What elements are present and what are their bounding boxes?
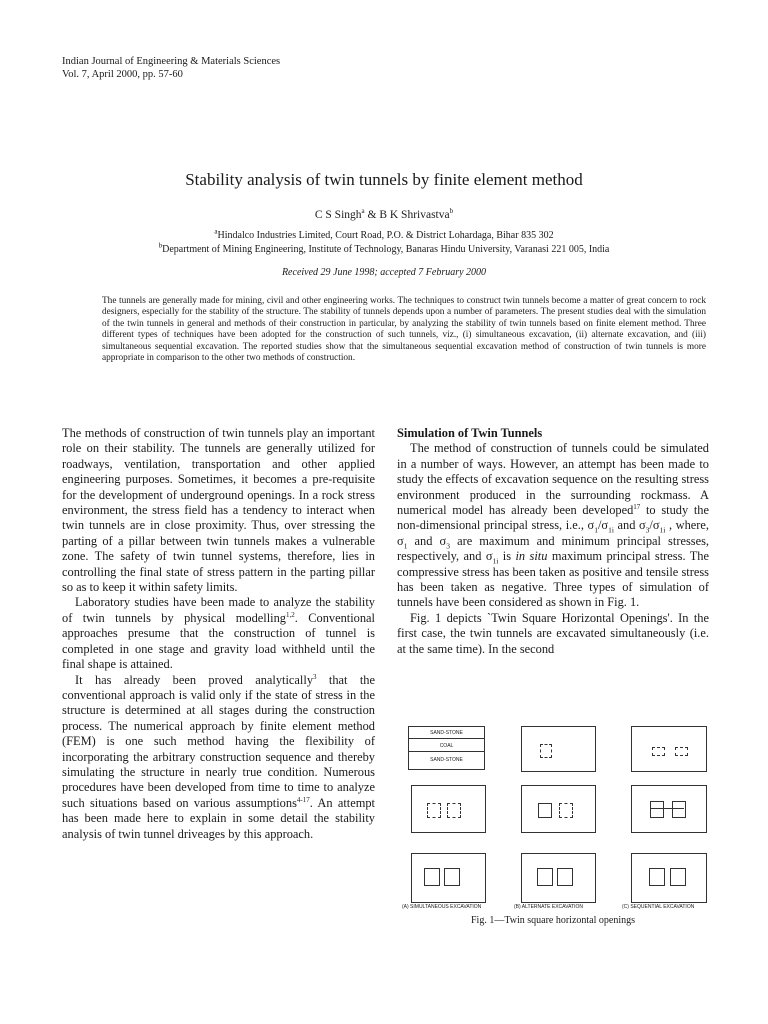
tunnel-excavated	[538, 803, 552, 818]
fig-panel-c2	[631, 785, 707, 833]
tunnel-excavated	[444, 868, 460, 886]
tunnel-outline	[559, 803, 573, 818]
layer-sandstone-bottom: SAND-STONE	[430, 757, 463, 763]
left-column	[62, 426, 375, 842]
paragraph: The methods of construction of twin tunnels play an important role on their stability. The tunnels are generally utilized for roadways, ventilation, transportation and other applied engineering purposes. Sometimes, it becomes a pre-requisite for the development of underground openings. In a rock stress environment, the stress field has a tendency to interact when twin tunnels are in close proximity. Thus, over stressing the parting of a pillar between twin tunnels makes a vulnerable zone. The safety of twin tunnel systems, therefore, lies in controlling the final state of stress pattern in the parting pillar so as to keep it within safety limits.	[62, 426, 375, 595]
tunnel-outline	[427, 803, 441, 818]
fig-panel-b1	[521, 726, 596, 772]
tunnel-outline	[652, 747, 665, 756]
tunnel-excavated	[649, 868, 665, 886]
tunnel-excavated	[672, 801, 686, 818]
authors: C S Singh$^a$ & B K Shrivastva$^b$	[314, 207, 454, 221]
tunnel-excavated	[650, 801, 664, 818]
paragraph: Laboratory studies have been made to analyze the stability of twin tunnels by physical modelling$^{1,2}$. Conventional approaches presume that the construction of tunnel is completed in one stage and gravity load withheld until the final shape is attained.	[62, 595, 375, 672]
fig-panel-b3	[521, 853, 596, 903]
figure-caption: Fig. 1—Twin square horizontal openings	[471, 915, 635, 926]
fig-panel-a3	[411, 853, 486, 903]
tunnel-outline	[675, 747, 688, 756]
affiliation-a: $^a$Hindalco Industries Limited, Court Road, P.O. & District Lohardaga, Bihar 835 302	[214, 227, 554, 241]
fig-panel-a2	[411, 785, 486, 833]
label-simultaneous: (A) SIMULTANEOUS EXCAVATION	[402, 904, 482, 910]
label-sequential: (C) SEQUENTIAL EXCAVATION	[622, 904, 695, 910]
tunnel-excavated	[424, 868, 440, 886]
tunnel-excavated	[537, 868, 553, 886]
journal-header	[62, 55, 280, 81]
affiliation-b: $^b$Department of Mining Engineering, Institute of Technology, Banaras Hindu University, Varanasi 221 005, India	[158, 241, 610, 255]
figure-1	[396, 722, 710, 932]
paragraph: It has already been proved analytically$^3$ that the conventional approach is valid only if the state of stress in the structure is determined at all stages during the construction process. The numerical approach by finite element method (FEM) is one such method having the flexibility of incorporating the arbitrary construction sequence and thereby simulating the structure in nearly true condition. Numerous procedures have been developed from time to time to analyze such situations based on various assumptions$^{4-17}$. An attempt has been made here to explain in some detail the stability analysis of twin tunnel driveages by this approach.	[62, 672, 375, 841]
section-heading: Simulation of Twin Tunnels	[397, 426, 543, 440]
tunnel-outline	[447, 803, 461, 818]
tunnel-excavated	[670, 868, 686, 886]
right-column	[397, 426, 709, 657]
tunnel-outline	[540, 744, 552, 758]
label-alternate: (B) ALTERNATE EXCAVATION	[514, 904, 583, 910]
paragraph: The method of construction of tunnels could be simulated in a number of ways. However, an attempt has been made to study the effects of excavation sequence on the resulting stress environment produced in the surrounding rockmass. A numerical model has already been developed$^{17}$ to study the non-dimensional principal stress, i.e., $\sigma_1/\sigma_{1i}$ and $\sigma_3/\sigma_{1i}$ , where, $\sigma_1$ and $\sigma_3$ are maximum and minimum principal stresses, respectively, and $\sigma_{1i}$ is in situ maximum principal stress. The compressive stress has been taken as positive and tensile stress has been taken as negative. Three types of simulation of tunnels have been considered as shown in Fig. 1.	[397, 441, 710, 610]
tunnel-excavated	[557, 868, 573, 886]
fig-panel-c3	[631, 853, 707, 903]
paper-title: Stability analysis of twin tunnels by finite element method	[185, 170, 583, 189]
abstract: The tunnels are generally made for mining, civil and other engineering works. The techniques to construct twin tunnels become a matter of great concern to rock designers, especially for the stability of the structure. The stability of tunnels depends upon a number of parameters. The present studies deal with the simulation of the twin tunnels in general and methods of their construction in particular, by analyzing the stability of twin tunnels based on finite element method. Three different types of techniques have been adopted for the construction of such tunnels, viz., (i) simultaneous excavation, (ii) alternate excavation, and (iii) simultaneous sequential excavation. The reported studies show that the simultaneous sequential excavation method of construction of twin tunnels is more appropriate in comparison to the other two methods of construction.	[102, 296, 706, 364]
bench-line	[650, 808, 684, 809]
journal-name: Indian Journal of Engineering & Materials Sciences	[62, 56, 281, 67]
journal-issue: Vol. 7, April 2000, pp. 57-60	[62, 69, 183, 80]
paragraph: Fig. 1 depicts `Twin Square Horizontal Openings'. In the first case, the twin tunnels are excavated simultaneously (i.e. at the same time). In the second	[397, 610, 709, 656]
layer-sandstone-top: SAND-STONE	[409, 728, 484, 739]
received-dates: Received 29 June 1998; accepted 7 February 2000	[281, 267, 487, 278]
fig-panel-b2	[521, 785, 596, 833]
layer-coal: COAL	[409, 741, 484, 752]
fig-panel-layers	[408, 726, 485, 770]
affiliations	[0, 229, 768, 257]
fig-panel-c1	[631, 726, 707, 772]
